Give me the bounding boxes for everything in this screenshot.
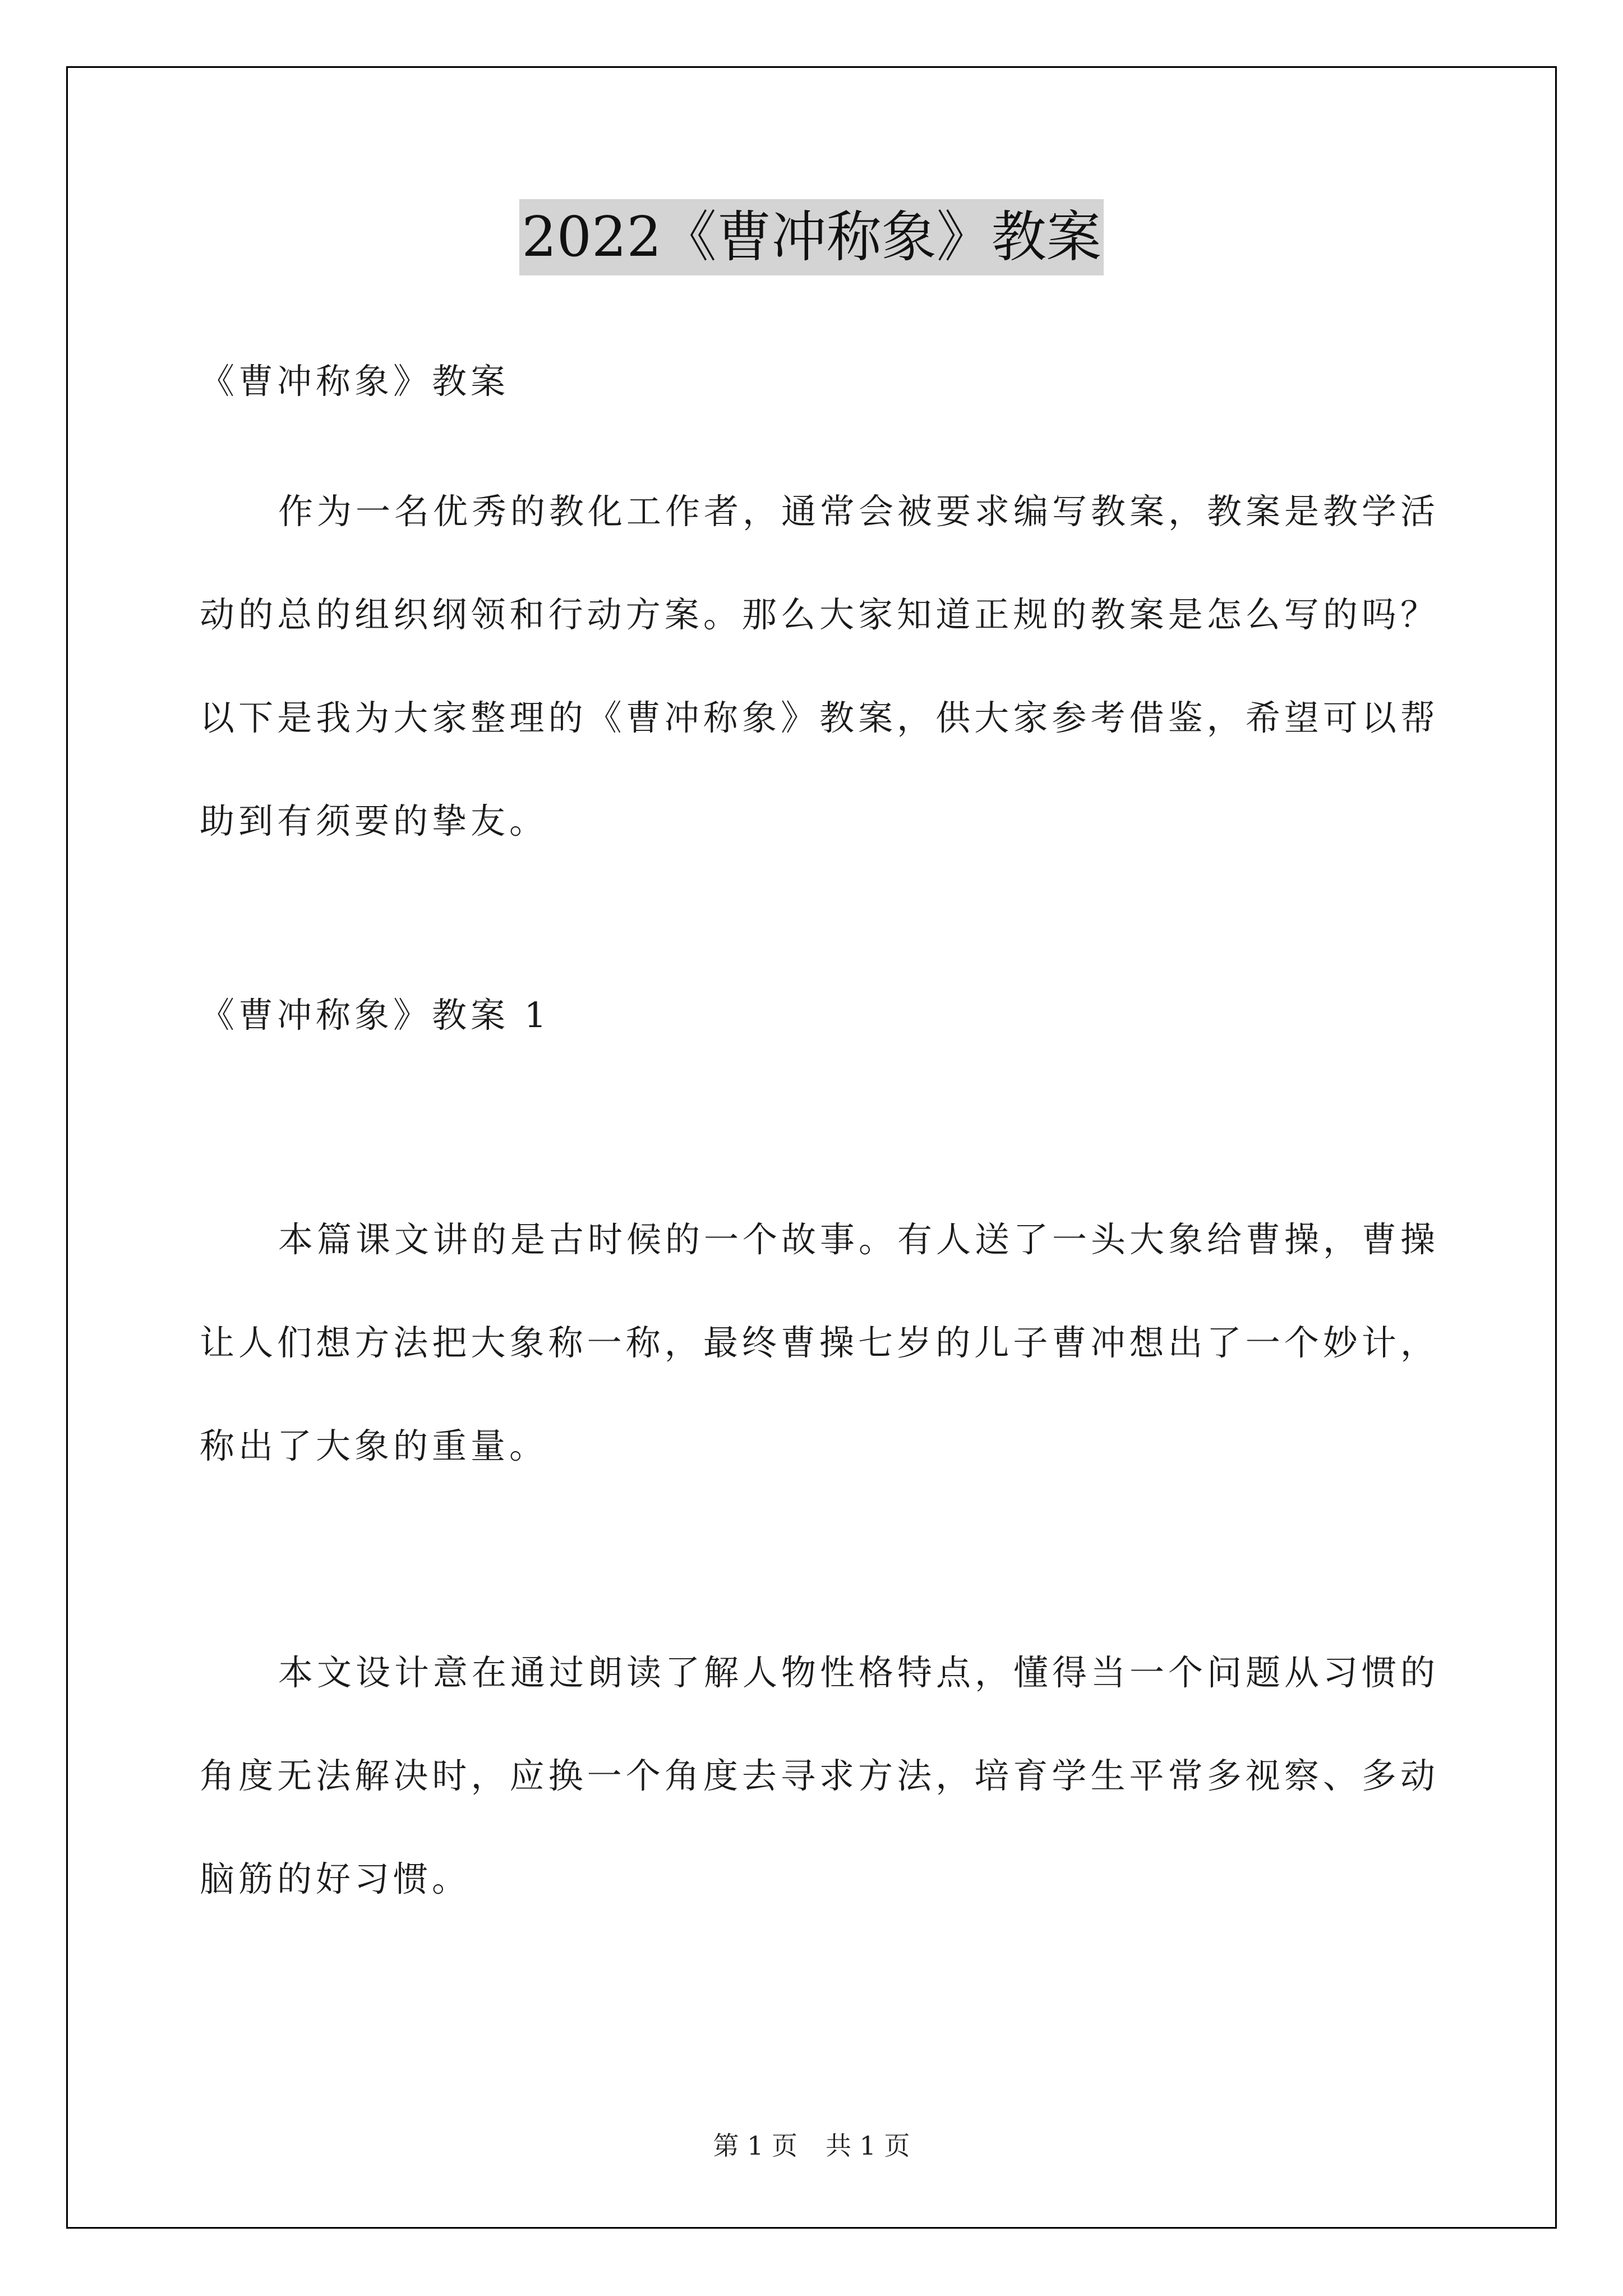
document-title: 2022《曹冲称象》教案 [519,199,1103,275]
design-paragraph: 本文设计意在通过朗读了解人物性格特点，懂得当一个问题从习惯的角度无法解决时，应换一个角度去寻求方法，培育学生平常多视察、多动脑筋的好习惯。 [200,1652,1440,1899]
title-container [0,199,1623,275]
page-total: 共 1 页 [826,2131,910,2161]
page-footer [0,2129,1623,2162]
document-subtitle: 《曹冲称象》教案 [200,361,510,402]
story-paragraph: 本篇课文讲的是古时候的一个故事。有人送了一头大象给曹操，曹操让人们想方法把大象称一称，最终曹操七岁的儿子曹冲想出了一个妙计，称出了大象的重量。 [200,1219,1440,1466]
page-number: 第 1 页 [713,2131,797,2161]
intro-paragraph: 作为一名优秀的教化工作者，通常会被要求编写教案，教案是教学活动的总的组织纲领和行动方案。那么大家知道正规的教案是怎么写的吗？以下是我为大家整理的《曹冲称象》教案，供大家参考借鉴，希望可以帮助到有须要的挚友。 [200,491,1440,841]
section-heading: 《曹冲称象》教案 1 [200,995,551,1036]
